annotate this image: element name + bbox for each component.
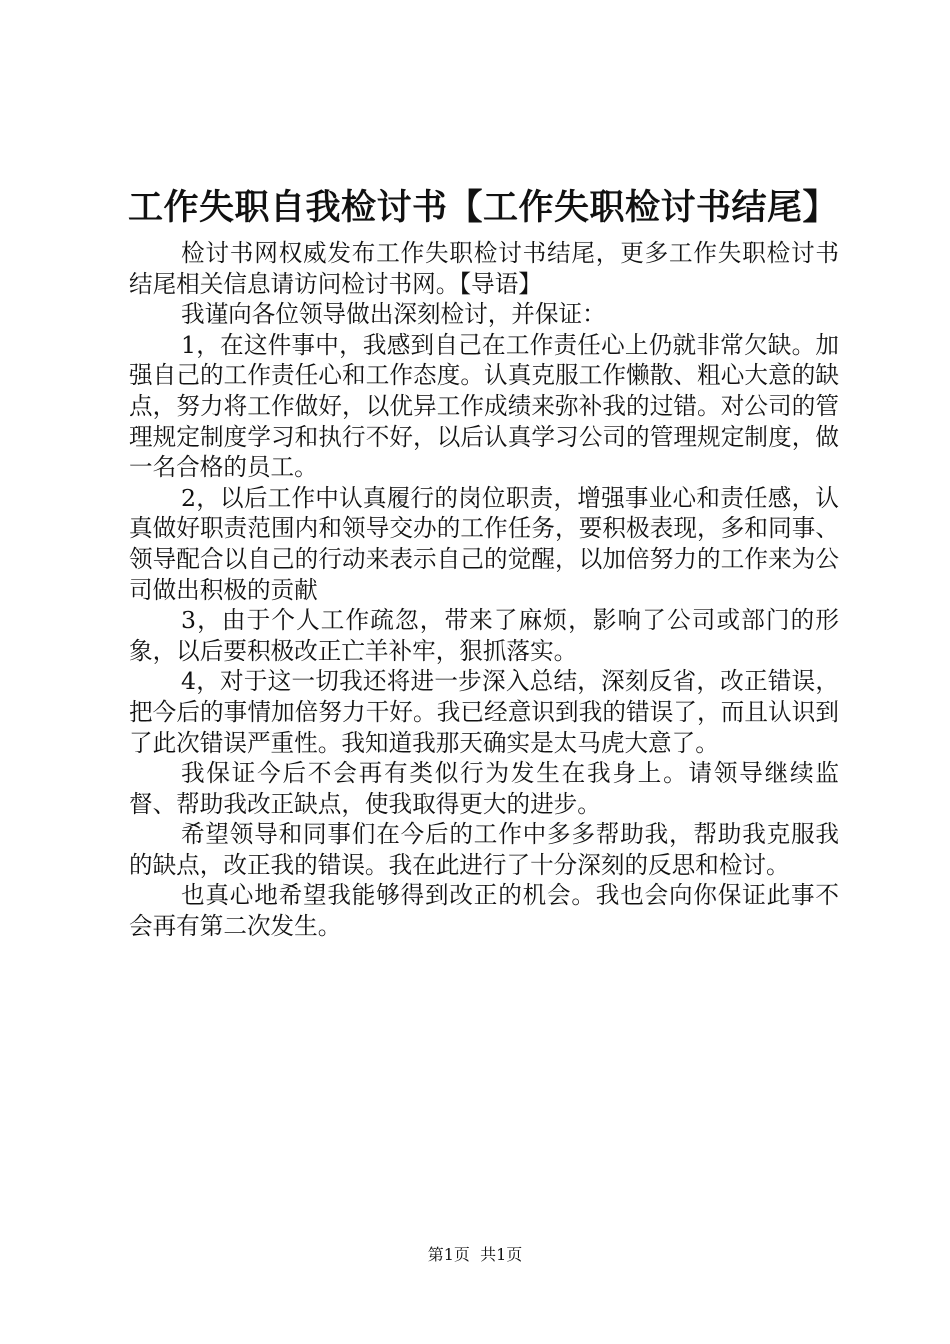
- document-body: [129, 238, 839, 942]
- paragraph-point-4: 4，对于这一切我还将进一步深入总结，深刻反省，改正错误，把今后的事情加倍努力干好。我已经意识到我的错误了，而且认识到了此次错误严重性。我知道我那天确实是太马虎大意了。: [129, 667, 839, 757]
- document-title: 工作失职自我检讨书【工作失职检讨书结尾】: [128, 187, 839, 228]
- paragraph-point-3: 3，由于个人工作疏忽，带来了麻烦，影响了公司或部门的形象，以后要积极改正亡羊补牢，狠抓落实。: [129, 606, 839, 665]
- paragraph-intro: 检讨书网权威发布工作失职检讨书结尾，更多工作失职检讨书结尾相关信息请访问检讨书网。【导语】: [129, 239, 839, 298]
- page-footer: [0, 1244, 950, 1266]
- paragraph-hope: 希望领导和同事们在今后的工作中多多帮助我，帮助我克服我的缺点，改正我的错误。我在此进行了十分深刻的反思和检讨。: [129, 820, 839, 879]
- paragraph-point-1: 1，在这件事中，我感到自己在工作责任心上仍就非常欠缺。加强自己的工作责任心和工作态度。认真克服工作懒散、粗心大意的缺点，努力将工作做好，以优异工作成绩来弥补我的过错。对公司的管理规定制度学习和执行不好，以后认真学习公司的管理规定制度，做一名合格的员工。: [129, 330, 839, 482]
- paragraph-point-2: 2，以后工作中认真履行的岗位职责，增强事业心和责任感，认真做好职责范围内和领导交办的工作任务，要积极表现，多和同事、领导配合以自己的行动来表示自己的觉醒，以加倍努力的工作来为公司做出积极的贡献: [129, 483, 839, 604]
- paragraph-closing: 也真心地希望我能够得到改正的机会。我也会向你保证此事不会再有第二次发生。: [129, 881, 839, 941]
- paragraph-pledge: 我谨向各位领导做出深刻检讨，并保证：: [181, 300, 606, 329]
- paragraph-guarantee: 我保证今后不会再有类似行为发生在我身上。请领导继续监督、帮助我改正缺点，使我取得更大的进步。: [129, 759, 839, 818]
- page-number-label: 第1页 共1页: [427, 1245, 523, 1264]
